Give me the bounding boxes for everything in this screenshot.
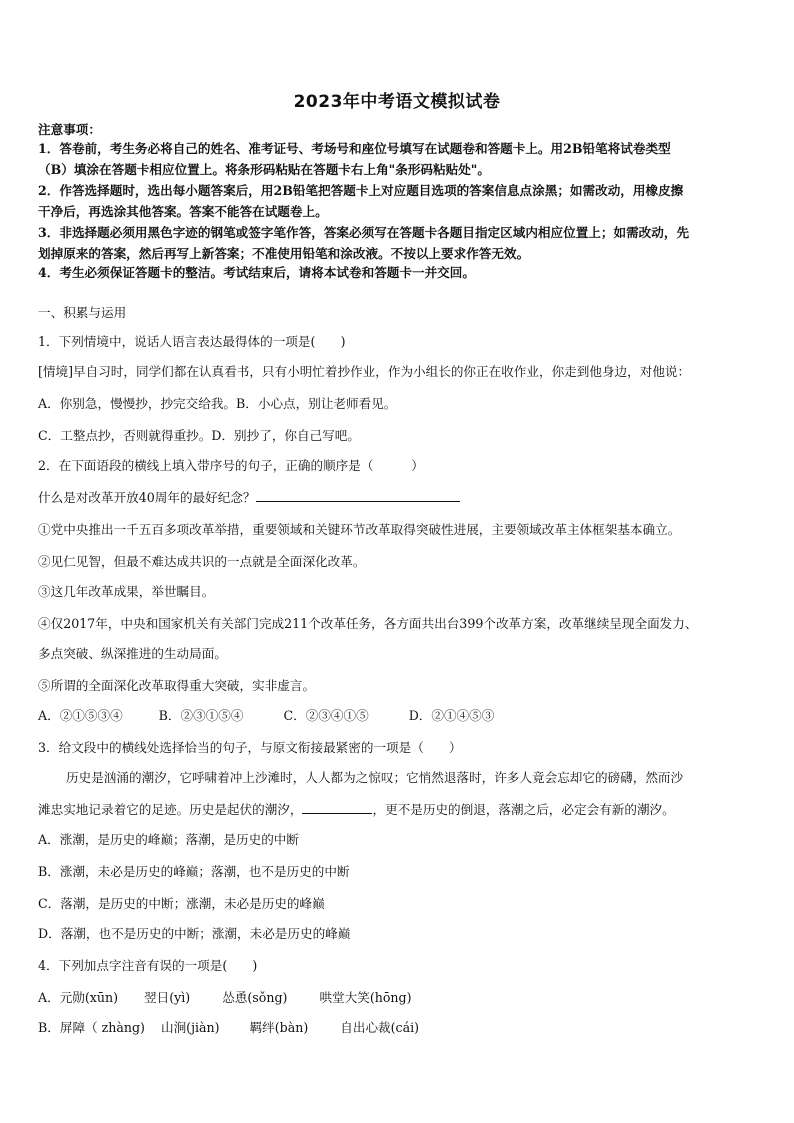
notice-heading: 注意事项： <box>38 122 101 137</box>
question-2-sentence-2: ②见仁见智，但最不难达成共识的一点就是全面深化改革。 <box>38 554 366 569</box>
question-1-options-cd: C．工整点抄，否则就得重抄。D．别抄了，你自己写吧。 <box>38 428 360 443</box>
question-2-sentence-3: ③这几年改革成果，举世瞩目。 <box>38 584 215 599</box>
question-2-options <box>38 708 494 724</box>
option-d: D．②①④⑤③ <box>408 708 495 723</box>
option-c: C．②③④①⑤ <box>283 708 369 723</box>
notice-item: （B）填涂在答题卡相应位置上。将条形码粘贴在答题卡右上角"条形码粘贴处"。 <box>38 162 490 177</box>
question-3-option-a: A．涨潮，是历史的峰巅；落潮，是历史的中断 <box>38 832 299 847</box>
notice-item: 2．作答选择题时，选出每小题答案后，用2B铅笔把答题卡上对应题目选项的答案信息点涂黑；如需改动，用橡皮擦 <box>38 183 684 198</box>
answer-blank <box>302 802 372 814</box>
question-1-context: [情境]早自习时，同学们都在认真看书，只有小明忙着抄作业，作为小组长的你正在收作业，你走到他身边，对他说： <box>38 364 691 379</box>
section-heading: 一、积累与运用 <box>38 305 127 320</box>
question-3-option-c: C．落潮，是历史的中断；涨潮，未必是历史的峰巅 <box>38 896 325 911</box>
question-3-option-d: D．落潮，也不是历史的中断；涨潮，未必是历史的峰巅 <box>38 926 351 941</box>
question-2-sentence-1: ①党中央推出一千五百多项改革举措，重要领域和关键环节改革取得突破性进展，主要领域改革主体框架基本确立。 <box>38 522 681 537</box>
question-1-stem: 1．下列情境中，说话人语言表达最得体的一项是( ) <box>38 334 346 349</box>
option-item: 哄堂大笑(hōng) <box>319 990 412 1005</box>
passage-text: 滩忠实地记录着它的足迹。历史是起伏的潮汐， <box>38 802 303 817</box>
question-2-sentence-4-cont: 多点突破、纵深推进的生动局面。 <box>38 646 227 661</box>
option-item: 自出心裁(cái) <box>340 1020 420 1035</box>
question-2-sentence-4: ④仅2017年，中央和国家机关有关部门完成211个改革任务，各方面共出台399个改革方案，改革继续呈现全面发力、 <box>38 616 698 631</box>
question-4-option-a <box>38 990 412 1006</box>
question-4-option-b <box>38 1020 419 1036</box>
question-4-stem: 4．下列加点字注音有误的一项是( ) <box>38 958 258 973</box>
passage-text: ，更不是历史的倒退，落潮之后，必定会有新的潮汐。 <box>372 802 675 817</box>
question-2-prompt <box>38 490 460 506</box>
notice-item: 1．答卷前，考生务必将自己的姓名、准考证号、考场号和座位号填写在试题卷和答题卡上。用2B铅笔将试卷类型 <box>38 141 671 156</box>
question-3-passage: 历史是汹涌的潮汐，它呼啸着冲上沙滩时，人人都为之惊叹；它悄然退落时，许多人竟会忘却它的磅礴，然而沙 <box>66 770 684 785</box>
answer-blank <box>256 490 460 502</box>
option-a: A．②①⑤③④ <box>38 708 123 723</box>
option-item: A．元勋(xūn) <box>38 990 119 1005</box>
page-title: 2023年中考语文模拟试卷 <box>293 92 501 112</box>
question-3-stem: 3．给文段中的横线处选择恰当的句子，与原文衔接最紧密的一项是（ ） <box>38 740 462 755</box>
question-2-stem: 2．在下面语段的横线上填入带序号的句子，正确的顺序是（ ） <box>38 458 424 473</box>
option-b: B．②③①⑤④ <box>158 708 244 723</box>
notice-item: 划掉原来的答案，然后再写上新答案；不准使用铅笔和涂改液。不按以上要求作答无效。 <box>38 246 530 261</box>
option-item: 羁绊(bàn) <box>249 1020 309 1035</box>
option-item: 翌日(yì) <box>144 990 191 1005</box>
option-item: 怂恿(sǒng) <box>222 990 288 1005</box>
option-item: 山涧(jiàn) <box>160 1020 220 1035</box>
notice-item: 3．非选择题必须用黑色字迹的钢笔或签字笔作答，答案必须写在答题卡各题目指定区域内相应位置上；如需改动，先 <box>38 225 690 240</box>
option-item: B．屏障（ zhàng) <box>38 1020 145 1035</box>
notice-item: 干净后，再选涂其他答案。答案不能答在试题卷上。 <box>38 204 328 219</box>
question-3-passage-cont <box>38 802 675 818</box>
notice-item: 4．考生必须保证答题卡的整洁。考试结束后，请将本试卷和答题卡一并交回。 <box>38 265 475 280</box>
question-3-option-b: B．涨潮，未必是历史的峰巅；落潮，也不是历史的中断 <box>38 864 350 879</box>
question-1-options-ab: A．你别急，慢慢抄，抄完交给我。B．小心点，别让老师看见。 <box>38 396 397 411</box>
question-2-sentence-5: ⑤所谓的全面深化改革取得重大突破，实非虚言。 <box>38 678 316 693</box>
question-2-question: 什么是对改革开放40周年的最好纪念？ <box>38 490 256 505</box>
